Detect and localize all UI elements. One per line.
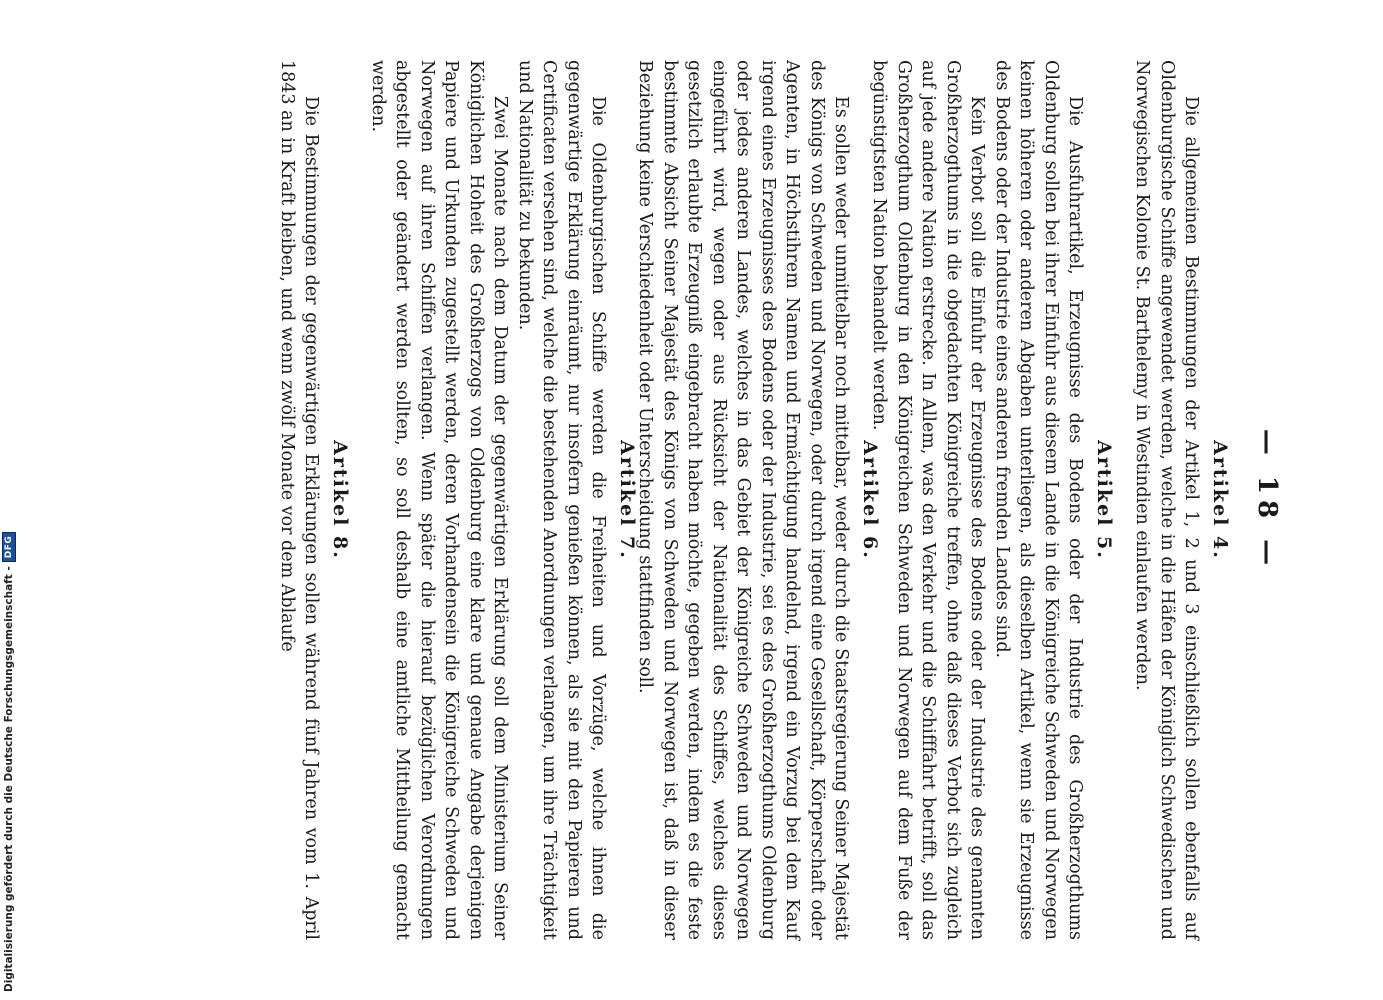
article-5-paragraph-2: Kein Verbot soll die Einfuhr der Erzeugnisse des Bodens oder der Industrie des genannten Großherzogthums in die obgedachten Königreiche treffen, ohne daß dieses Verbot sich zugleich auf jede andere Nation erstrecke. In Allem, was den Verkehr und die Schifffahrt betrifft, soll das Großherzogthum Oldenburg in den Königreichen Schweden und Norwegen auf dem Fuße der begünstigtsten Nation behandelt werden. bbox=[869, 60, 988, 940]
dfg-logo-icon: DFG bbox=[2, 532, 16, 563]
article-8-heading: Artikel 8. bbox=[329, 440, 351, 560]
article-7-heading: Artikel 7. bbox=[616, 440, 638, 560]
digitization-note-text: Digitalisierung gefördert durch die Deutsche Forschungsgemeinschaft - bbox=[3, 566, 15, 992]
article-8 bbox=[275, 60, 359, 940]
article-6 bbox=[633, 60, 888, 940]
scanned-document-page bbox=[140, 0, 1290, 1000]
article-7-paragraph-1: Die Oldenburgischen Schiffe werden die Freiheiten und Vorzüge, welche ihnen die gegenwärtige Erklärung einräumt, nur insofern genießen können, als sie mit den Papieren und Certificaten versehen sind, welche die bestehenden Anordnungen verlangen, um ihre Trächtigkeit und Nationalität zu bekunden. bbox=[515, 60, 609, 940]
article-4-paragraph: Die allgemeinen Bestimmungen der Artikel 1, 2 und 3 einschließlich sollen ebenfalls auf Oldenburgische Schiffe angewendet werden, welche in die Häfen der Königlich Schwedischen und Norwegischen Kolonie St. Barthelemy in Westindien einlaufen werden. bbox=[1132, 60, 1202, 940]
page-content bbox=[140, 0, 1290, 1000]
digitization-note bbox=[2, 535, 18, 992]
digitization-note-text-wrapper bbox=[2, 532, 16, 992]
article-4-heading: Artikel 4. bbox=[1209, 440, 1231, 560]
article-7 bbox=[366, 60, 646, 940]
article-7-paragraph-2: Zwei Monate nach dem Datum der gegenwärtigen Erklärung soll dem Ministerium Seiner Königlichen Hoheit des Großherzogs von Oldenburg eine klare und genaue Angabe derjenigen Papiere und Urkunden zugestellt werden, deren Vorhandensein die Königreiche Schweden und Norwegen auf ihren Schiffen verlangen. Wenn später die hierauf bezüglichen Verordnungen abgestellt oder geändert werden sollten, so soll deshalb eine amtliche Mittheilung gemacht werden. bbox=[368, 60, 511, 940]
article-4 bbox=[1130, 60, 1238, 940]
article-5 bbox=[867, 60, 1122, 940]
article-5-heading: Artikel 5. bbox=[1093, 440, 1115, 560]
page-number: — 18 — bbox=[1252, 428, 1282, 572]
article-6-heading: Artikel 6. bbox=[859, 440, 881, 560]
article-8-paragraph: Die Bestimmungen der gegenwärtigen Erklärungen sollen während fünf Jahren vom 1. April 1843 an in Kraft bleiben, und wenn zwölf Monate vor dem Ablaufe bbox=[277, 60, 322, 940]
article-6-paragraph: Es sollen weder unmittelbar noch mittelbar, weder durch die Staatsregierung Seiner Majestät des Königs von Schweden und Norwegen, oder durch irgend eine Gesellschaft, Körperschaft oder Agenten, in Höchstihrem Namen und Ermächtigung handelnd, irgend ein Vorzug bei dem Kauf irgend eines Erzeugnisses des Bodens oder der Industrie, sei es des Großherzogthums Oldenburg oder jedes anderen Landes, welches in das Gebiet der Königreiche Schweden und Norwegen eingeführt wird, wegen oder aus Rücksicht der Nationalität des Schiffes, welches dieses gesetzlich erlaubte Erzeugniß eingebracht haben möchte, gegeben werden, indem es die feste bestimmte Absicht Seiner Majestät des Königs von Schweden und Norwegen ist, daß in dieser Beziehung keine Verschiedenheit oder Unterscheidung stattfinden soll. bbox=[635, 60, 852, 940]
article-5-paragraph-1: Die Ausfuhrartikel, Erzeugnisse des Bodens oder der Industrie des Großherzogthums Oldenburg sollen bei ihrer Einfuhr aus diesem Lande in die Königreiche Schweden und Norwegen keinen höheren oder anderen Abgaben unterliegen, als dieselben Artikel, wenn sie Erzeugnisse des Bodens oder der Industrie eines anderen fremden Landes sind. bbox=[992, 60, 1086, 940]
